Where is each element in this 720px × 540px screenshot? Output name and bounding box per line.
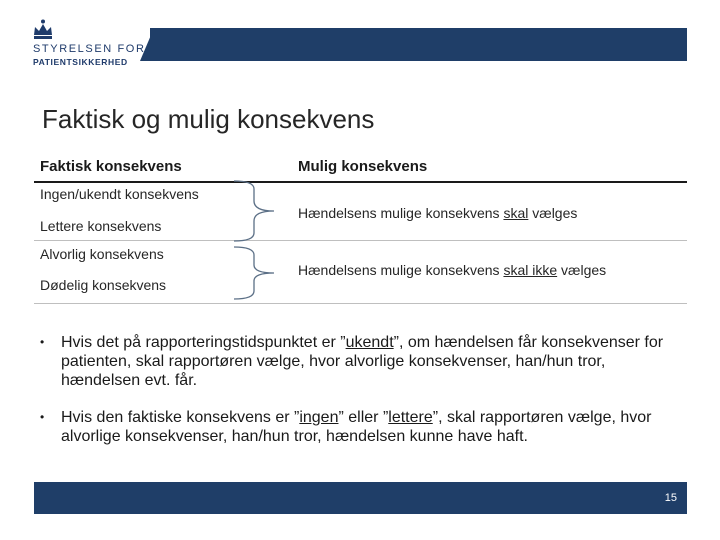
table-bottom-rule — [34, 303, 687, 304]
crown-icon — [31, 18, 55, 42]
brace-row2 — [234, 247, 274, 299]
grouping-braces — [230, 175, 280, 305]
brace-row1 — [234, 181, 274, 241]
table-header-rule — [34, 181, 687, 183]
footer-band — [34, 482, 687, 514]
logo-text-line2: PATIENTSIKKERHED — [33, 57, 128, 67]
column-header-actual: Faktisk konsekvens — [40, 158, 182, 175]
row1-item1: Ingen/ukendt konsekvens — [40, 186, 199, 202]
column-header-possible: Mulig konsekvens — [298, 158, 428, 175]
bullet-marker: • — [40, 410, 45, 424]
page-number: 15 — [664, 492, 677, 504]
row2-possible-consequence: Hændelsens mulige konsekvens skal ikke vælges — [298, 262, 607, 278]
bullet-marker: • — [40, 335, 45, 349]
bullet-item-unknown: • Hvis det på rapporteringstidspunktet er ”ukendt”, om hændelsen får konsekvenser for patienten, skal rapportøren vælge, hvor alvorlige konsekvenser, han/hun tror, hændelsen evt. får. — [40, 334, 664, 389]
row2-item2: Dødelig konsekvens — [40, 277, 167, 293]
page-title: Faktisk og mulig konsekvens — [42, 104, 375, 134]
bullet-item-none-minor: • Hvis den faktiske konsekvens er ”ingen” eller ”lettere”, skal rapportøren vælge, hvor alvorlige konsekvenser, han/hun tror, hændelsen kunne have haft. — [40, 409, 652, 445]
row2-item1: Alvorlig konsekvens — [40, 246, 164, 262]
logo-text-line1: STYRELSEN FOR — [33, 43, 146, 55]
row1-possible-consequence: Hændelsens mulige konsekvens skal vælges — [298, 205, 578, 221]
bullet-list — [40, 333, 680, 464]
table-row-divider — [34, 240, 687, 241]
header-band — [150, 28, 687, 61]
row1-item2: Lettere konsekvens — [40, 218, 162, 234]
